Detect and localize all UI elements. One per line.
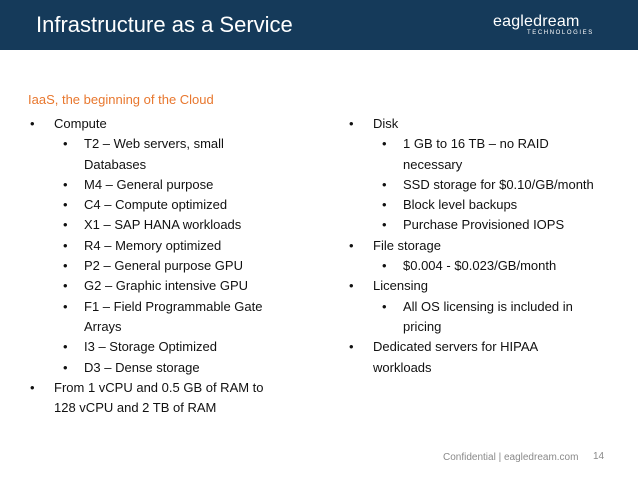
bullet-f1-continued: Arrays: [84, 318, 122, 334]
bullet-vcpu-range-continued: 128 vCPU and 2 TB of RAM: [54, 400, 217, 416]
slide-title: Infrastructure as a Service: [36, 12, 293, 37]
company-logo: [493, 13, 613, 37]
bullet-f1: • F1 – Field Programmable Gate: [28, 297, 318, 317]
bullet-disk: • Disk: [347, 114, 627, 134]
bullet-p2: • P2 – General purpose GPU: [28, 256, 318, 276]
slide-subtitle: IaaS, the beginning of the Cloud: [28, 92, 214, 107]
bullet-d3: • D3 – Dense storage: [28, 358, 318, 378]
bullet-file-storage: • File storage: [347, 236, 627, 256]
bullet-x1: • X1 – SAP HANA workloads: [28, 215, 318, 235]
right-column: [347, 114, 627, 378]
bullet-dedicated-continued: workloads: [373, 359, 432, 375]
bullet-disk-size-continued: necessary: [403, 156, 463, 172]
bullet-g2: • G2 – Graphic intensive GPU: [28, 276, 318, 296]
bullet-r4: • R4 – Memory optimized: [28, 236, 318, 256]
bullet-file-price: • $0.004 - $0.023/GB/month: [347, 256, 627, 276]
bullet-os-licensing: • All OS licensing is included in: [347, 297, 627, 317]
bullet-compute: • Compute: [28, 114, 318, 134]
logo-tagline: TECHNOLOGIES: [527, 30, 594, 36]
bullet-backups: • Block level backups: [347, 195, 627, 215]
bullet-os-licensing-continued: pricing: [403, 318, 442, 334]
footer-text: Confidential | eagledream.com: [443, 452, 579, 463]
bullet-vcpu-range: • From 1 vCPU and 0.5 GB of RAM to: [28, 378, 318, 398]
bullet-dedicated: • Dedicated servers for HIPAA: [347, 337, 627, 357]
bullet-t2-continued: Databases: [84, 156, 147, 172]
bullet-ssd: • SSD storage for $0.10/GB/month: [347, 175, 627, 195]
bullet-m4: • M4 – General purpose: [28, 175, 318, 195]
bullet-licensing: • Licensing: [347, 276, 627, 296]
bullet-i3: • I3 – Storage Optimized: [28, 337, 318, 357]
page-number: 14: [593, 451, 605, 462]
logo-wordmark: eagledream: [493, 13, 580, 30]
left-column: [28, 114, 318, 418]
bullet-iops: • Purchase Provisioned IOPS: [347, 215, 627, 235]
title-bar: [0, 0, 638, 50]
bullet-disk-size: • 1 GB to 16 TB – no RAID: [347, 134, 627, 154]
bullet-t2: • T2 – Web servers, small: [28, 134, 318, 154]
bullet-c4: • C4 – Compute optimized: [28, 195, 318, 215]
